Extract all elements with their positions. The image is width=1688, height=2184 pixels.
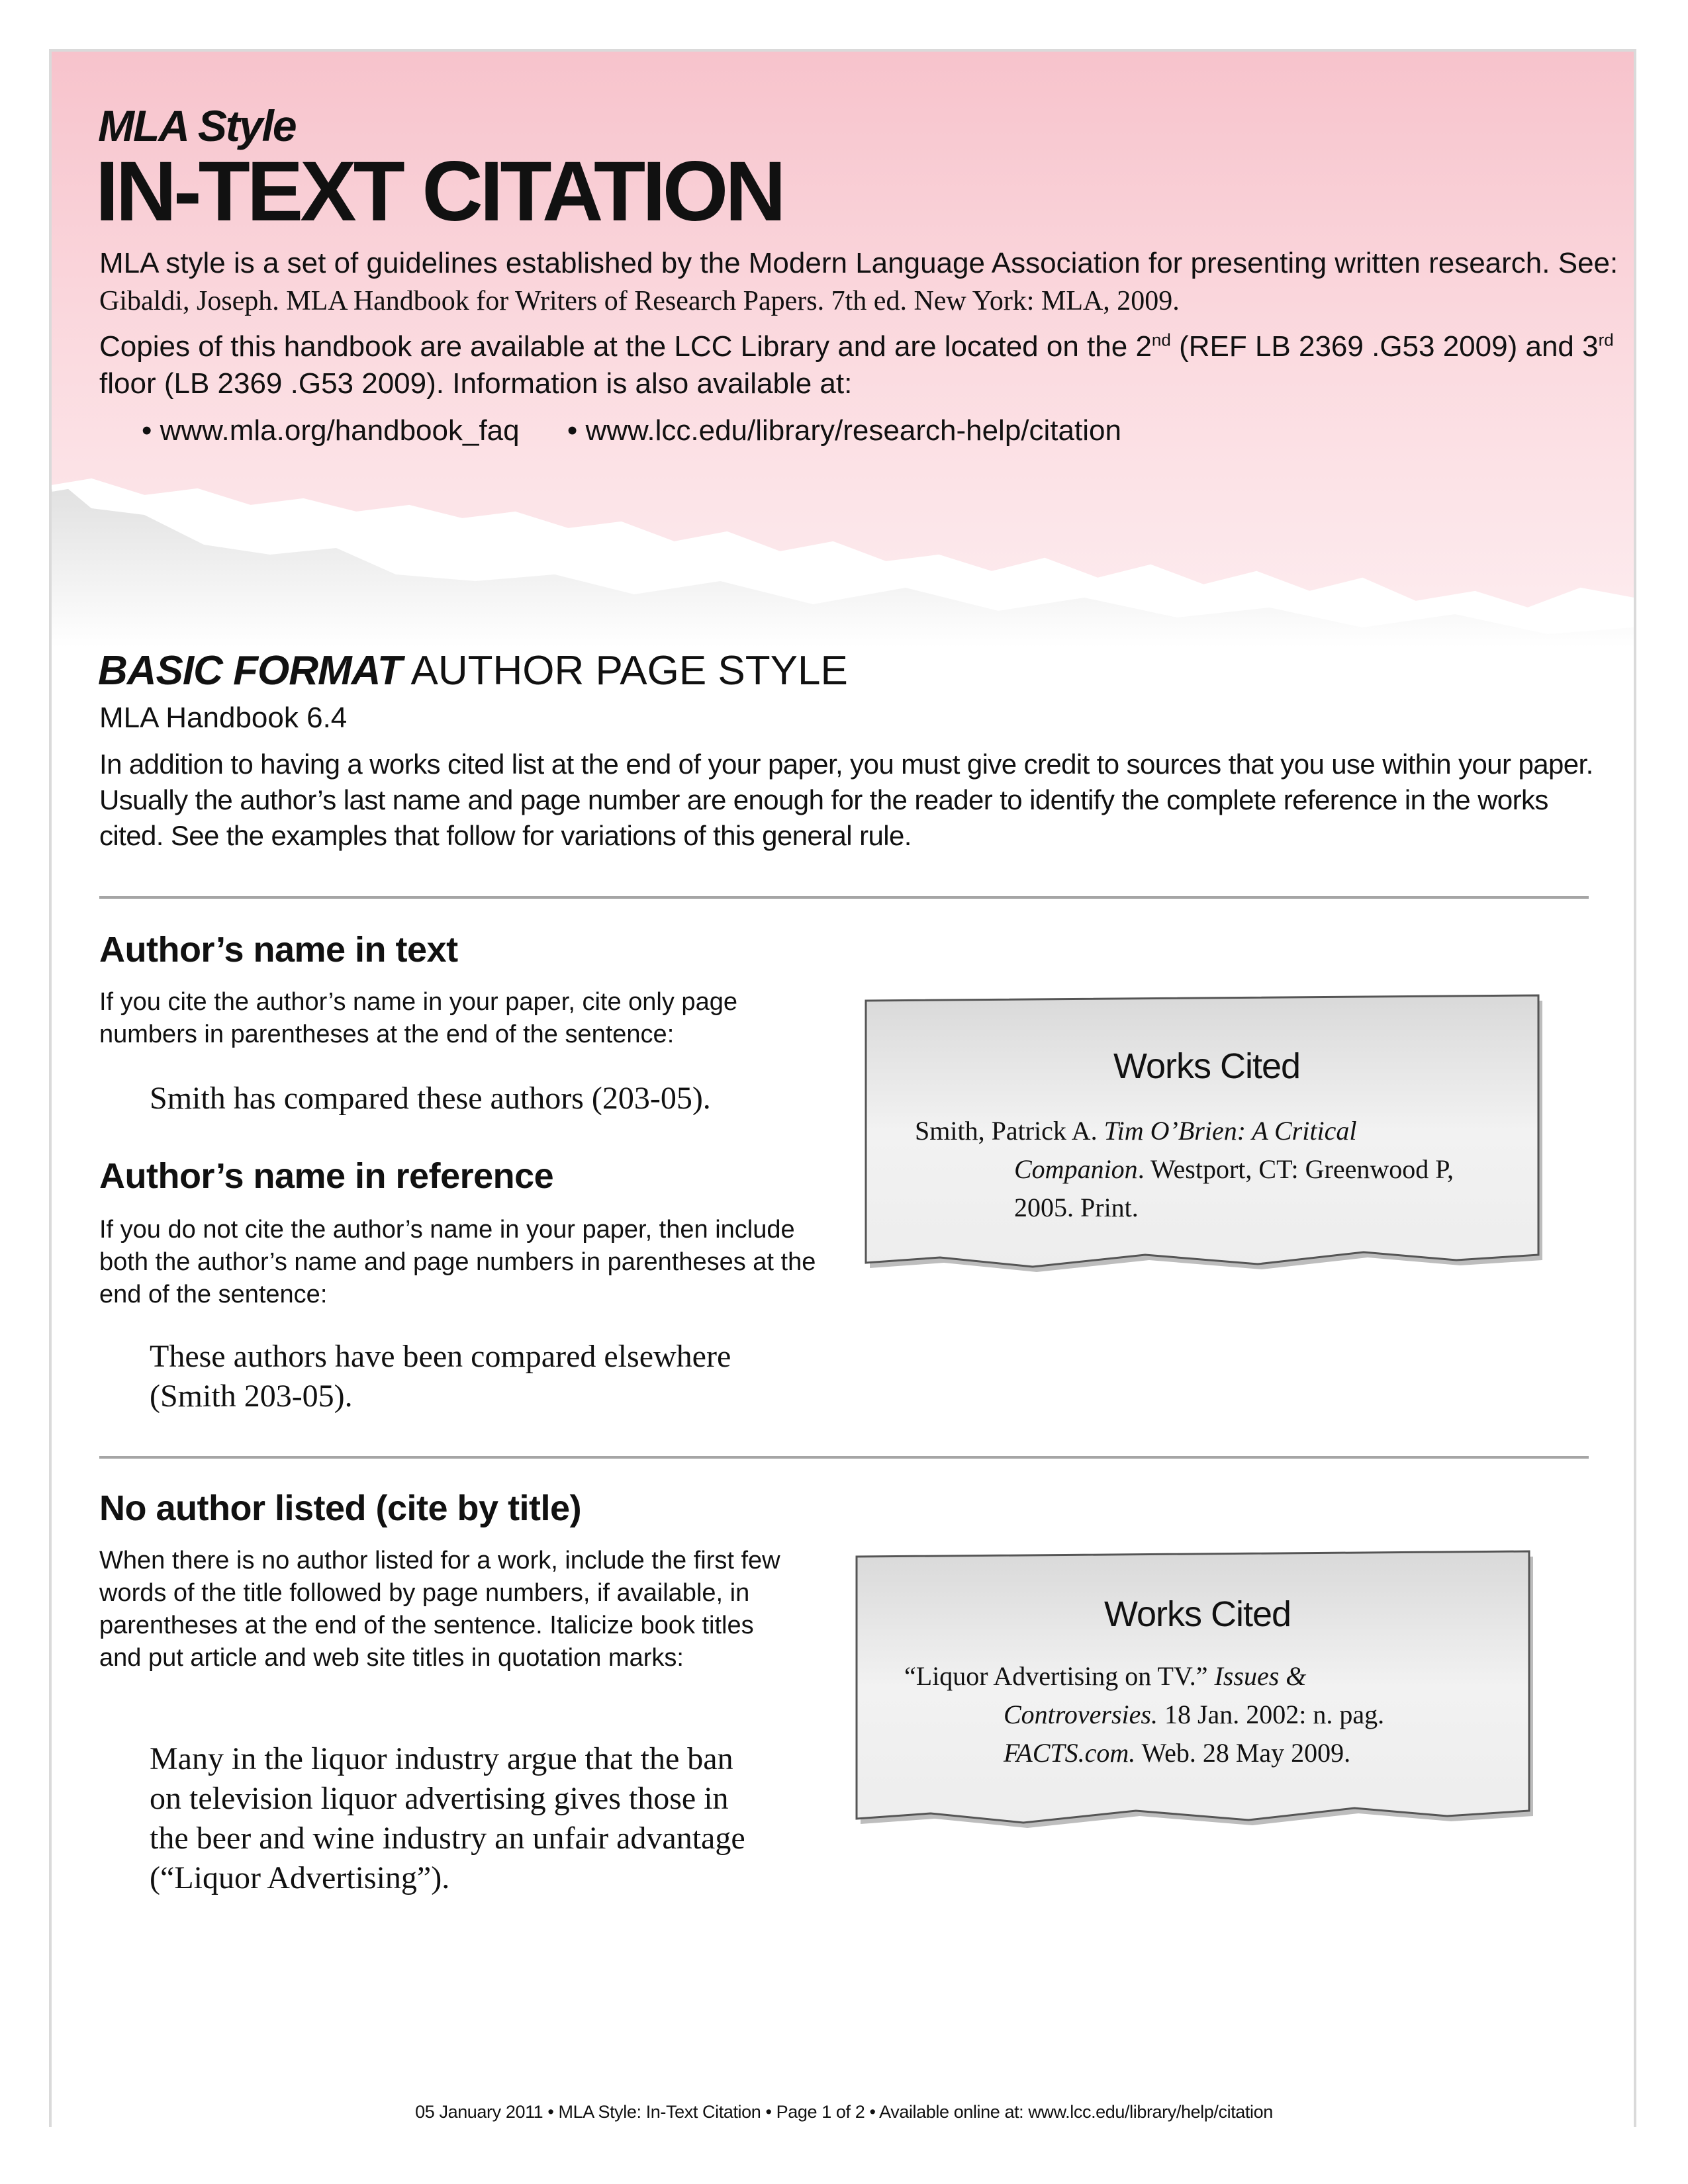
entry-line <box>915 1112 1511 1150</box>
example-line: These authors have been compared elsewhere <box>150 1339 731 1374</box>
entry-title: Controversies. <box>1004 1700 1158 1729</box>
ordinal-suffix: rd <box>1598 330 1614 350</box>
works-cited-title: Works Cited <box>1113 1046 1301 1086</box>
resource-links <box>142 414 1161 447</box>
divider <box>99 896 1589 899</box>
section-heading-rest: AUTHOR PAGE STYLE <box>401 648 848 694</box>
link-lcc-citation[interactable]: • www.lcc.edu/library/research-help/citation <box>567 414 1121 447</box>
description-authors-name-in-text: If you cite the author’s name in your paper, cite only page numbers in parentheses at the end of the sentence: <box>99 988 737 1048</box>
example-sentence: Smith has compared these authors (203-05). <box>150 1081 711 1116</box>
description-authors-name-in-reference: If you do not cite the author’s name in your paper, then include both the author’s name and page numbers in parentheses at the end of the sentence: <box>99 1216 816 1308</box>
intro-paragraph <box>99 245 1622 320</box>
description-no-author-listed: When there is no author listed for a work, include the first few words of the title followed by page numbers, if available, in parentheses at the end of the sentence. Italicize book titles and put article and web site titles in quotation marks: <box>99 1547 780 1672</box>
entry-text: Smith, Patrick A. <box>915 1116 1104 1146</box>
section-heading <box>98 647 848 694</box>
page-footer: 05 January 2011 • MLA Style: In-Text Citation • Page 1 of 2 • Available online at: www.lcc.edu/library/help/citation <box>415 2102 1273 2122</box>
copies-text-1: Copies of this handbook are available at the LCC Library and are located on the 2 <box>99 330 1152 363</box>
example-sentence <box>150 1739 878 1898</box>
entry-title: Issues & <box>1214 1661 1307 1691</box>
heading-authors-name-in-text: Author’s name in text <box>99 930 458 970</box>
section-heading-bold: BASIC FORMAT <box>98 648 402 694</box>
entry-text: . Westport, CT: Greenwood P, <box>1137 1154 1454 1184</box>
example-line: (“Liquor Advertising”). <box>150 1860 450 1895</box>
link-mla-faq[interactable]: • www.mla.org/handbook_faq <box>142 414 520 447</box>
page-title: IN-TEXT CITATION <box>95 144 783 239</box>
divider <box>99 1456 1589 1459</box>
heading-authors-name-in-reference: Author’s name in reference <box>99 1156 554 1196</box>
heading-no-author-listed: No author listed (cite by title) <box>99 1488 582 1528</box>
entry-text: Web. 28 May 2009. <box>1135 1738 1351 1768</box>
entry-line <box>915 1150 1511 1189</box>
kicker-title: MLA Style <box>98 101 296 150</box>
section-intro-paragraph: In addition to having a works cited list at the end of your paper, you must give credit to sources that you use within your paper. Usually the author’s last name and page number are enough for the reader to identify the complete reference in the works cited. See the examples that follow for variations of this general rule. <box>99 749 1593 851</box>
entry-line <box>915 1189 1511 1227</box>
example-sentence <box>150 1337 731 1416</box>
entry-text: “Liquor Advertising on TV.” <box>904 1661 1215 1691</box>
entry-text: 2005. Print. <box>1014 1193 1139 1222</box>
intro-text: MLA style is a set of guidelines established by the Modern Language Association for presenting written research. See: <box>99 247 1618 279</box>
works-cited-entry <box>915 1112 1511 1227</box>
copies-paragraph <box>99 328 1622 402</box>
entry-title: Companion <box>1014 1154 1138 1184</box>
handbook-reference: Gibaldi, Joseph. MLA Handbook for Writers of Research Papers. 7th ed. New York: MLA, 2009. <box>99 286 1180 316</box>
entry-text: 18 Jan. 2002: n. pag. <box>1157 1700 1385 1729</box>
example-line: on television liquor advertising gives those in <box>150 1781 729 1816</box>
entry-line <box>904 1657 1500 1696</box>
copies-text-2: (REF LB 2369 .G53 2009) and 3 <box>1170 330 1599 363</box>
example-line: Many in the liquor industry argue that the ban <box>150 1741 733 1776</box>
entry-title: FACTS.com. <box>1004 1738 1136 1768</box>
section-subheading: MLA Handbook 6.4 <box>99 702 348 734</box>
works-cited-title: Works Cited <box>1104 1594 1291 1634</box>
copies-text-3: floor (LB 2369 .G53 2009). Information is also available at: <box>99 367 853 400</box>
entry-line <box>904 1734 1500 1772</box>
example-line: the beer and wine industry an unfair advantage <box>150 1821 745 1856</box>
entry-line <box>904 1696 1500 1734</box>
entry-title: Tim O’Brien: A Critical <box>1103 1116 1357 1146</box>
works-cited-entry <box>904 1657 1500 1772</box>
ordinal-suffix: nd <box>1151 330 1171 350</box>
example-line: (Smith 203-05). <box>150 1379 353 1414</box>
